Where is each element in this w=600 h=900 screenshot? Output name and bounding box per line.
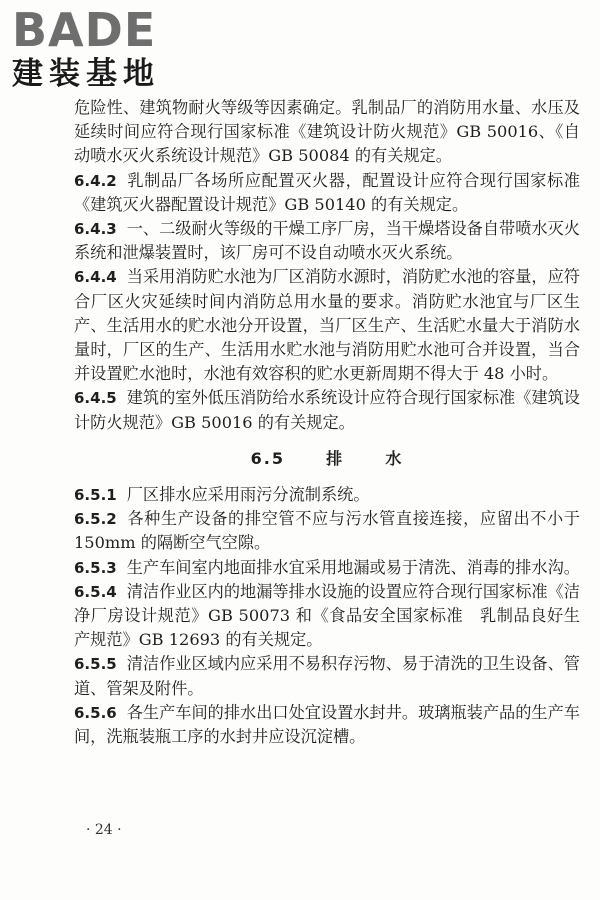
section-number: 6.5: [250, 448, 285, 468]
document-body: [74, 96, 580, 749]
intro-paragraph: 危险性、建筑物耐火等级等因素确定。乳制品厂的消防用水量、水压及延续时间应符合现行国家标准《建筑设计防火规范》GB 50016、《自动喷水灭火系统设计规范》GB 50084 的有关规定。: [74, 98, 580, 166]
clause-6-4-4: [74, 265, 580, 386]
clause-text: 一、二级耐火等级的干燥工序厂房，当干燥塔设备自带喷水灭火系统和泄爆装置时，该厂房可不设自动喷水灭火系统。: [74, 219, 580, 263]
clause-number: 6.5.6: [74, 703, 117, 722]
clause-text: 各种生产设备的排空管不应与污水管直接连接，应留出不小于 150mm 的隔断空气空隙。: [74, 509, 580, 553]
clause-text: 各生产车间的排水出口处宜设置水封井。玻璃瓶装产品的生产车间，洗瓶装瓶工序的水封井应设沉淀槽。: [74, 702, 580, 747]
clause-text: 建筑的室外低压消防给水系统设计应符合现行国家标准《建筑设计防火规范》GB 50016 的有关规定。: [74, 388, 580, 432]
clause-number: 6.5.1: [74, 486, 117, 505]
clause-number: 6.4.3: [74, 220, 117, 239]
clause-text: 乳制品厂各场所应配置灭火器，配置设计应符合现行国家标准《建筑灭火器配置设计规范》GB 50140 的有关规定。: [74, 170, 580, 214]
clause-number: 6.5.4: [74, 582, 117, 601]
section-heading-6-5: [74, 447, 580, 471]
logo-wordmark: BADE: [12, 3, 157, 57]
clause-text: 清洁作业区内的地漏等排水设施的设置应符合现行国家标准《洁净厂房设计规范》GB 50073 和《食品安全国家标准 乳制品良好生产规范》GB 12693 的有关规定。: [74, 581, 580, 650]
clause-6-4-5: [74, 386, 580, 434]
clause-number: 6.4.5: [74, 389, 117, 408]
clause-number: 6.4.4: [74, 268, 117, 287]
clause-number: 6.5.2: [74, 510, 117, 529]
clause-text: 生产车间室内地面排水宜采用地漏或易于清洗、消毒的排水沟。: [126, 557, 580, 577]
clause-6-5-5: [74, 652, 580, 700]
page-number: · 24 ·: [86, 822, 122, 838]
logo-subtitle: 建装基地: [12, 56, 160, 92]
section-title-char-b: 水: [385, 448, 404, 468]
section-title-char-a: 排: [326, 448, 345, 468]
clause-6-5-1: [74, 483, 580, 507]
brand-logo: [12, 3, 182, 92]
clause-6-5-3: [74, 556, 580, 580]
clause-text: 厂区排水应采用雨污分流制系统。: [126, 485, 370, 505]
clause-6-5-2: [74, 507, 580, 555]
clause-number: 6.5.3: [74, 558, 117, 577]
clause-6-5-6: [74, 701, 580, 749]
clause-6-5-4: [74, 580, 580, 653]
clause-6-4-2: [74, 169, 580, 217]
clause-number: 6.4.2: [74, 171, 117, 190]
clause-text: 清洁作业区域内应采用不易积存污物、易于清洗的卫生设备、管道、管架及附件。: [74, 654, 580, 698]
clause-6-4-3: [74, 217, 580, 265]
clause-text: 当采用消防贮水池为厂区消防水源时，消防贮水池的容量，应符合厂区火灾延续时间内消防总用水量的要求。消防贮水池宜与厂区生产、生活用水的贮水池分开设置，当厂区生产、生活贮水量大于消防水量时，厂区的生产、生活用水贮水池与消防用贮水池可合并设置，当合并设置贮水池时，水池有效容积的贮水更新周期不得大于 48 小时。: [74, 267, 580, 384]
clause-number: 6.5.5: [74, 655, 117, 674]
